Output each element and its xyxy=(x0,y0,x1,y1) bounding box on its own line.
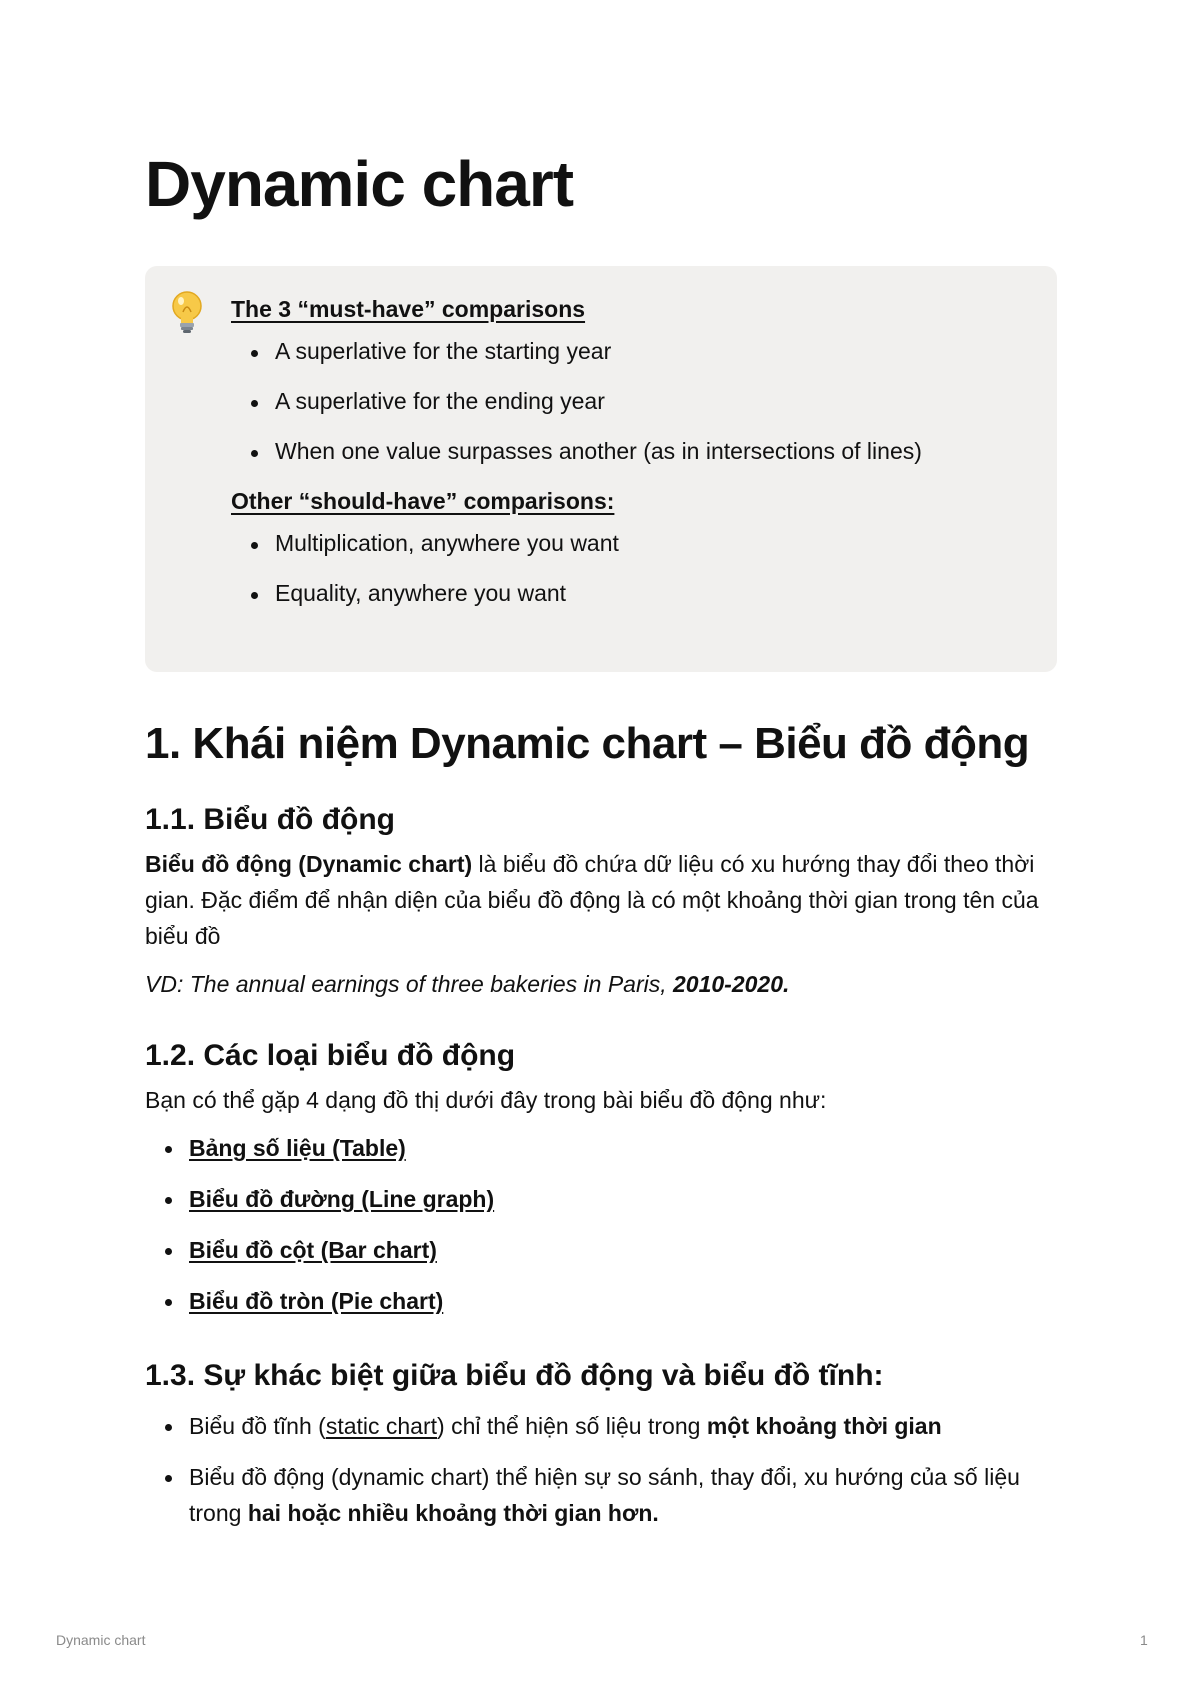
list-item xyxy=(189,1232,1057,1268)
chart-types-intro: Bạn có thể gặp 4 dạng đồ thị dưới đây trong bài biểu đồ động như: xyxy=(145,1087,827,1113)
list-item: A superlative for the ending year xyxy=(275,384,1031,418)
section-1-3-heading: 1.3. Sự khác biệt giữa biểu đồ động và biểu đồ tĩnh: xyxy=(145,1359,884,1392)
footer-label: Dynamic chart xyxy=(56,1632,146,1648)
difference-list xyxy=(145,1408,1057,1531)
section-1-1-heading: 1.1. Biểu đồ động xyxy=(145,803,396,836)
callout-box xyxy=(145,266,1057,672)
link-line-graph[interactable]: Biểu đồ đường (Line graph) xyxy=(189,1186,495,1212)
list-item: Equality, anywhere you want xyxy=(275,576,1031,610)
example-paragraph xyxy=(145,966,1057,1002)
section-1-1 xyxy=(145,800,1057,1002)
list-item: When one value surpasses another (as in intersections of lines) xyxy=(275,434,1031,468)
chart-types-list xyxy=(145,1130,1057,1319)
list-item xyxy=(189,1408,1057,1444)
item-text: ) chỉ thể hiện số liệu trong xyxy=(437,1413,707,1439)
item-bold-text: hai hoặc nhiều khoảng thời gian hơn. xyxy=(247,1500,659,1526)
callout-body xyxy=(231,292,1031,626)
definition-term: Biểu đồ động (Dynamic chart) xyxy=(145,851,473,877)
section-1-2-heading: 1.2. Các loại biểu đồ động xyxy=(145,1039,516,1072)
item-bold-text: một khoảng thời gian xyxy=(706,1413,942,1439)
lightbulb-icon xyxy=(169,290,205,336)
list-item xyxy=(189,1130,1057,1166)
definition-paragraph xyxy=(145,846,1057,954)
should-have-list xyxy=(231,526,1031,610)
link-pie-chart[interactable]: Biểu đồ tròn (Pie chart) xyxy=(189,1288,444,1314)
example-years: 2010-2020. xyxy=(673,971,790,997)
link-table[interactable]: Bảng số liệu (Table) xyxy=(189,1135,406,1161)
section-1-heading: 1. Khái niệm Dynamic chart – Biểu đồ động xyxy=(145,719,1030,768)
link-static-chart[interactable]: static chart xyxy=(325,1413,438,1439)
item-text: Biểu đồ động (dynamic chart) thể hiện sự so sánh, thay đổi, xu hướng của số liệu trong xyxy=(189,1464,1020,1526)
item-text: Biểu đồ tĩnh ( xyxy=(189,1413,326,1439)
should-have-heading: Other “should-have” comparisons: xyxy=(231,488,615,514)
page-title: Dynamic chart xyxy=(145,148,574,220)
link-bar-chart[interactable]: Biểu đồ cột (Bar chart) xyxy=(189,1237,437,1263)
section-1-2 xyxy=(145,1036,1057,1334)
page-number: 1 xyxy=(1140,1632,1148,1648)
list-item xyxy=(189,1283,1057,1319)
list-item xyxy=(189,1459,1057,1531)
example-text: VD: The annual earnings of three bakeries in Paris, xyxy=(145,971,674,997)
list-item: A superlative for the starting year xyxy=(275,334,1031,368)
definition-text: là biểu đồ chứa dữ liệu có xu hướng thay đổi theo thời gian. Đặc điểm để nhận diện của biểu đồ động là có một khoảng thời gian trong tên của biểu đồ xyxy=(145,851,1039,949)
list-item xyxy=(189,1181,1057,1217)
must-have-heading: The 3 “must-have” comparisons xyxy=(231,296,586,322)
list-item: Multiplication, anywhere you want xyxy=(275,526,1031,560)
section-1-3 xyxy=(145,1356,1057,1546)
must-have-list xyxy=(231,334,1031,468)
